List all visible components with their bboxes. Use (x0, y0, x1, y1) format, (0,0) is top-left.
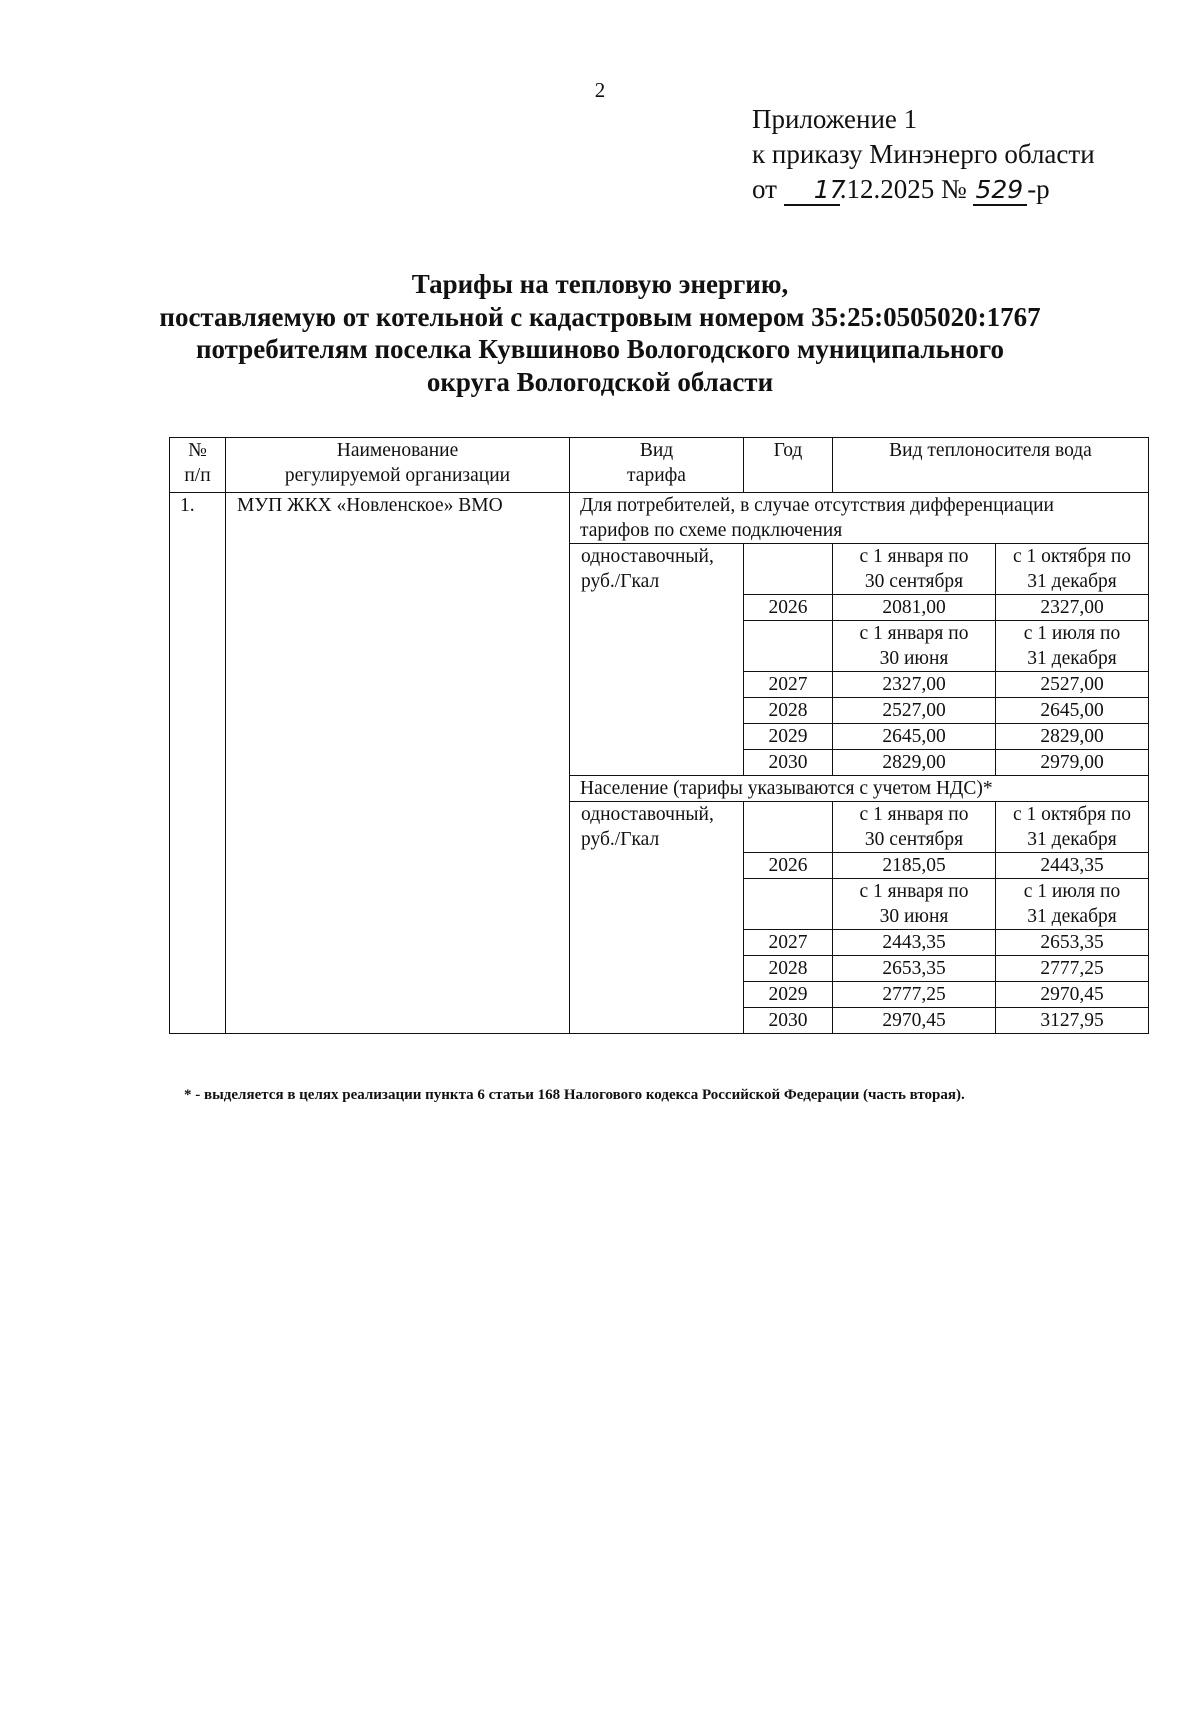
cell-line: с 1 января по (859, 623, 969, 644)
footnote: * - выделяется в целях реализации пункта 6 статьи 168 Налогового кодекса Российской Федерации (часть вторая). (184, 1087, 965, 1103)
year-cell: 2029 (744, 982, 833, 1008)
cell-line: с 1 октября по (1012, 546, 1132, 567)
value-cell-2: 2645,00 (996, 698, 1149, 724)
header-org (226, 438, 570, 493)
title-line-1: Тарифы на тепловую энергию, (411, 269, 789, 299)
cell-line: с 1 июля по (1023, 881, 1121, 902)
year-cell: 2029 (744, 724, 833, 750)
year-cell: 2026 (744, 853, 833, 879)
period-col-2 (996, 802, 1149, 853)
value-cell-2: 3127,95 (996, 1008, 1149, 1034)
year-cell: 2027 (744, 672, 833, 698)
value-cell-1: 2645,00 (833, 724, 996, 750)
value-cell-2: 2777,25 (996, 956, 1149, 982)
handwritten-day: 17 (784, 176, 840, 206)
value-cell-2: 2443,35 (996, 853, 1149, 879)
cell-line: руб./Гкал (581, 571, 660, 592)
appendix-line-3 (752, 172, 1095, 207)
cell-line: с 1 июля по (1023, 623, 1121, 644)
period-col-1 (833, 879, 996, 930)
period-col-1 (833, 621, 996, 672)
year-cell: 2026 (744, 595, 833, 621)
cell-line: с 1 января по (859, 546, 969, 567)
value-cell-1: 2829,00 (833, 750, 996, 776)
cell-line: с 1 октября по (1012, 804, 1132, 825)
year-empty (744, 544, 833, 595)
cell-line: одноставочный, (581, 546, 714, 567)
period-col-2 (996, 879, 1149, 930)
year-empty (744, 802, 833, 853)
header-tariff (570, 438, 744, 493)
cell-line: 30 июня (879, 906, 949, 927)
value-cell-1: 2327,00 (833, 672, 996, 698)
value-cell-2: 2653,35 (996, 930, 1149, 956)
header-num-l1: № (188, 440, 207, 461)
header-carrier: Вид теплоносителя вода (833, 438, 1149, 493)
year-cell: 2030 (744, 750, 833, 776)
cell-line: Население (тарифы указываются с учетом НДС)* (580, 778, 993, 799)
appendix-line-2: к приказу Минэнерго области (752, 139, 1095, 169)
value-cell-1: 2653,35 (833, 956, 996, 982)
value-cell-2: 2527,00 (996, 672, 1149, 698)
period-col-2 (996, 544, 1149, 595)
value-cell-2: 2829,00 (996, 724, 1149, 750)
tariff-table (169, 437, 1149, 1034)
section-caption (570, 493, 1149, 544)
handwritten-order-number: 529 (973, 176, 1027, 206)
header-num (170, 438, 226, 493)
appendix-line-1: Приложение 1 (752, 104, 918, 134)
cell-line: 30 сентября (864, 829, 964, 850)
header-org-l2: регулируемой организации (284, 465, 511, 486)
row-number: 1. (170, 493, 226, 1034)
title-line-4: округа Вологодской области (426, 366, 774, 397)
appendix-suffix: -р (1027, 174, 1050, 204)
document-title (0, 268, 1200, 398)
year-cell: 2030 (744, 1008, 833, 1034)
table-header-row (170, 438, 1149, 493)
period-col-2 (996, 621, 1149, 672)
title-line-3: потребителям поселка Кувшиново Вологодского муниципального (195, 334, 1005, 364)
year-empty (744, 621, 833, 672)
year-cell: 2028 (744, 956, 833, 982)
cell-line: 31 декабря (1027, 829, 1117, 850)
title-line-2: поставляемую от котельной с кадастровым номером 35:25:0505020:1767 (159, 301, 1041, 332)
value-cell-2: 2327,00 (996, 595, 1149, 621)
value-cell-2: 2979,00 (996, 750, 1149, 776)
value-cell-1: 2185,05 (833, 853, 996, 879)
header-tariff-l1: Вид (639, 440, 674, 461)
appendix-date-prefix: от (752, 174, 777, 204)
period-col-1 (833, 544, 996, 595)
page-number: 2 (594, 78, 606, 102)
year-cell: 2028 (744, 698, 833, 724)
cell-line: с 1 января по (859, 881, 969, 902)
period-col-1 (833, 802, 996, 853)
value-cell-1: 2527,00 (833, 698, 996, 724)
organization-name: МУП ЖКХ «Новленское» ВМО (226, 493, 570, 1034)
cell-line: 30 сентября (864, 571, 964, 592)
tariff-type (570, 802, 744, 1034)
cell-line: с 1 января по (859, 804, 969, 825)
header-org-l1: Наименование (336, 440, 459, 461)
appendix-block (752, 102, 1095, 207)
section-caption (570, 776, 1149, 802)
appendix-date: .12.2025 № (839, 174, 967, 204)
tariff-type (570, 544, 744, 776)
cell-line: 31 декабря (1027, 571, 1117, 592)
year-cell: 2027 (744, 930, 833, 956)
value-cell-2: 2970,45 (996, 982, 1149, 1008)
section-caption-row (170, 493, 1149, 544)
header-num-l2: п/п (184, 465, 211, 486)
value-cell-1: 2777,25 (833, 982, 996, 1008)
value-cell-1: 2970,45 (833, 1008, 996, 1034)
cell-line: 31 декабря (1027, 906, 1117, 927)
value-cell-1: 2081,00 (833, 595, 996, 621)
cell-line: 31 декабря (1027, 648, 1117, 669)
cell-line: тарифов по схеме подключения (580, 520, 843, 541)
cell-line: руб./Гкал (581, 829, 660, 850)
header-tariff-l2: тарифа (627, 465, 686, 486)
cell-line: 30 июня (879, 648, 949, 669)
cell-line: Для потребителей, в случае отсутствия дифференциации (580, 495, 1054, 516)
year-empty (744, 879, 833, 930)
header-year: Год (744, 438, 833, 493)
cell-line: одноставочный, (581, 804, 714, 825)
value-cell-1: 2443,35 (833, 930, 996, 956)
